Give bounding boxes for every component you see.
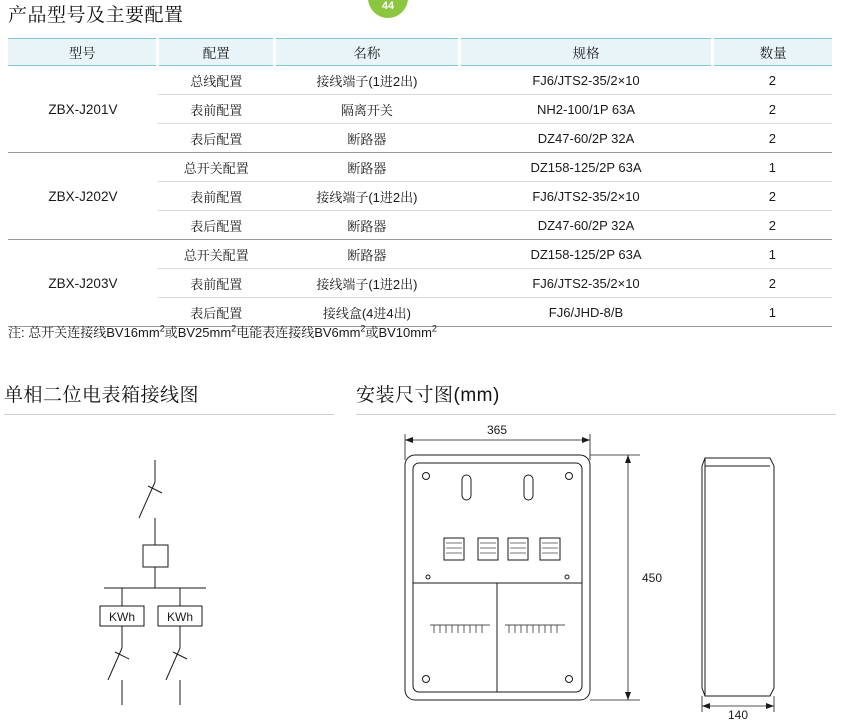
table-header-row (8, 39, 832, 66)
wiring-diagram-title: 单相二位电表箱接线图 (4, 385, 200, 406)
cell-spec: FJ6/JHD-8/B (459, 298, 713, 327)
table-row (8, 153, 832, 182)
cell-model: ZBX-J201V (8, 66, 158, 153)
cell-name: 接线端子(1进2出) (275, 182, 460, 211)
note-sup-3: 2 (360, 323, 366, 334)
cell-model: ZBX-J202V (8, 153, 158, 240)
page-title: 产品型号及主要配置 (8, 5, 184, 26)
cell-spec: DZ158-125/2P 63A (459, 240, 713, 269)
spec-table-head (8, 39, 832, 66)
spec-table (8, 38, 832, 327)
cell-name: 隔离开关 (275, 95, 460, 124)
divider-right (356, 414, 836, 415)
cell-qty: 2 (713, 182, 832, 211)
note-prefix: 注: 总开关连接线BV16mm (8, 325, 160, 340)
cell-name: 接线端子(1进2出) (275, 66, 460, 95)
cell-config: 表前配置 (158, 182, 275, 211)
cell-qty: 1 (713, 298, 832, 327)
cell-qty: 2 (713, 95, 832, 124)
page-number-badge: 44 (368, 0, 408, 18)
cell-name: 断路器 (275, 240, 460, 269)
note-mid-2: 电能表连接线BV6mm (236, 325, 361, 340)
cell-model: ZBX-J203V (8, 240, 158, 327)
dimension-depth-label: 140 (727, 708, 749, 720)
cell-spec: FJ6/JTS2-35/2×10 (459, 182, 713, 211)
note-mid-1: 或BV25mm (164, 325, 232, 340)
divider-left (4, 414, 334, 415)
cell-qty: 2 (713, 124, 832, 153)
table-row (8, 66, 832, 95)
cell-name: 断路器 (275, 124, 460, 153)
dimension-diagram-svg (350, 420, 840, 720)
wiring-diagram-svg (0, 420, 340, 720)
column-header-model: 型号 (8, 39, 158, 66)
cell-qty: 1 (713, 153, 832, 182)
wiring-diagram (0, 420, 340, 720)
cell-spec: NH2-100/1P 63A (459, 95, 713, 124)
cell-qty: 2 (713, 211, 832, 240)
cell-qty: 2 (713, 269, 832, 298)
column-header-config: 配置 (158, 39, 275, 66)
table-note (8, 322, 437, 341)
cell-spec: DZ47-60/2P 32A (459, 124, 713, 153)
cell-config: 表前配置 (158, 95, 275, 124)
dimension-height-label: 450 (642, 571, 663, 585)
cell-spec: DZ47-60/2P 32A (459, 211, 713, 240)
spec-table-body (8, 66, 832, 327)
column-header-name: 名称 (275, 39, 460, 66)
cell-spec: DZ158-125/2P 63A (459, 153, 713, 182)
cell-name: 断路器 (275, 211, 460, 240)
cell-spec: FJ6/JTS2-35/2×10 (459, 66, 713, 95)
note-sup-1: 2 (159, 323, 165, 334)
cell-qty: 2 (713, 66, 832, 95)
cell-spec: FJ6/JTS2-35/2×10 (459, 269, 713, 298)
cell-config: 表后配置 (158, 298, 275, 327)
cell-name: 接线盒(4进4出) (275, 298, 460, 327)
cell-qty: 1 (713, 240, 832, 269)
cell-name: 接线端子(1进2出) (275, 269, 460, 298)
cell-config: 总线配置 (158, 66, 275, 95)
side-view-outline (702, 458, 774, 696)
note-sup-4: 2 (431, 323, 437, 334)
cell-config: 总开关配置 (158, 240, 275, 269)
cell-name: 断路器 (275, 153, 460, 182)
note-mid-3: 或BV10mm (365, 325, 432, 340)
cell-config: 表后配置 (158, 124, 275, 153)
table-row (8, 240, 832, 269)
spec-table-container (8, 38, 832, 327)
column-header-qty: 数量 (713, 39, 832, 66)
meter-label-2: KWh (166, 610, 194, 624)
note-sup-2: 2 (231, 323, 237, 334)
meter-label-1: KWh (108, 610, 136, 624)
dimension-width-label: 365 (486, 423, 508, 437)
cell-config: 总开关配置 (158, 153, 275, 182)
cell-config: 表前配置 (158, 269, 275, 298)
column-header-spec: 规格 (459, 39, 713, 66)
cell-config: 表后配置 (158, 211, 275, 240)
dimension-diagram-title: 安装尺寸图(mm) (356, 385, 500, 406)
dimension-diagram (350, 420, 840, 720)
